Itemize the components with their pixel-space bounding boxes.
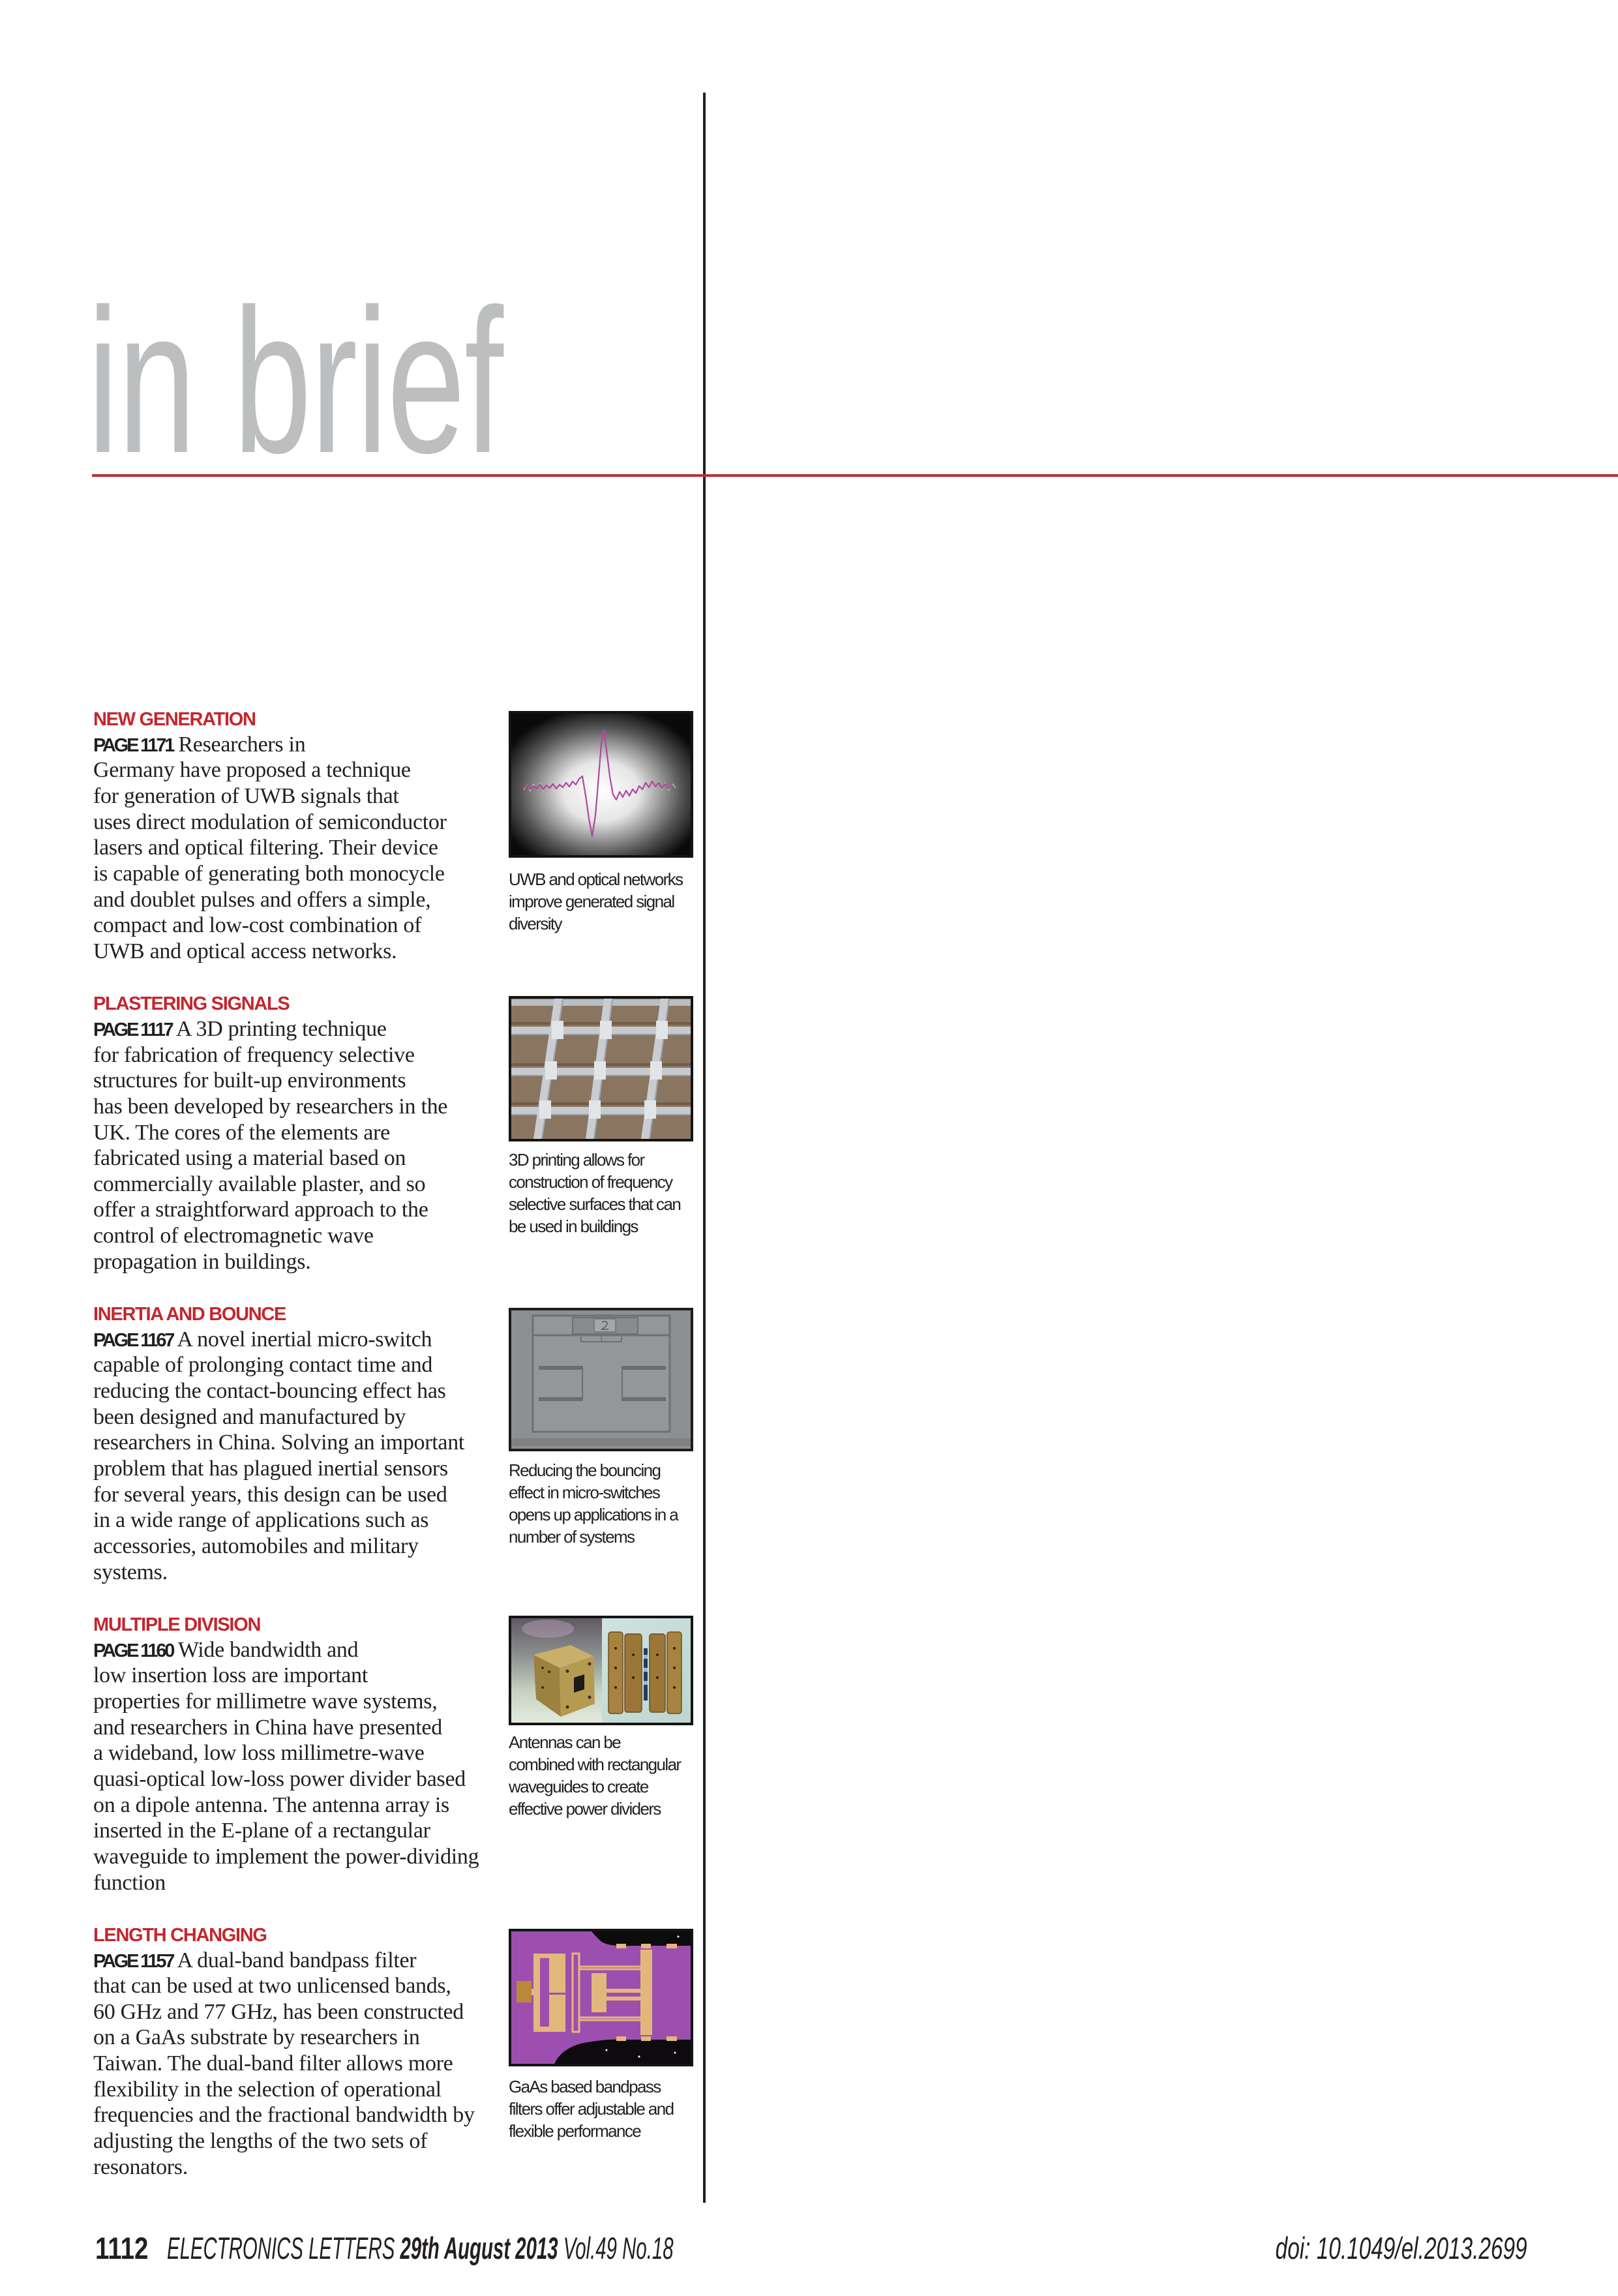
body-text: quasi-optical low-loss power divider based: [93, 1766, 466, 1791]
body-text: on a GaAs substrate by researchers in: [93, 2025, 420, 2050]
micro-switch-photo: [509, 1308, 693, 1451]
body-text: control of electromagnetic wave: [93, 1224, 374, 1248]
body-text: frequencies and the fractional bandwidth by: [93, 2103, 475, 2128]
body-line: [93, 809, 498, 836]
figure-caption: [509, 2076, 704, 2142]
footer-issue-date: 29th August 2013: [400, 2231, 558, 2265]
body-line: [93, 783, 498, 809]
body-line: [93, 1637, 498, 1663]
caption-line: selective surfaces that can: [509, 1194, 681, 1214]
body-text: compact and low-cost combination of: [93, 913, 422, 938]
figure-caption: [509, 868, 704, 935]
article-3: [93, 1301, 498, 1585]
body-text: low insertion loss are important: [93, 1663, 368, 1688]
body-line: [93, 1870, 498, 1896]
caption-line: improve generated signal: [509, 892, 674, 911]
caption-line: Reducing the bouncing: [509, 1460, 661, 1480]
body-line: [93, 757, 498, 783]
body-line: [93, 732, 498, 758]
uwb-pulse-waveform-photo: [509, 711, 693, 858]
body-text: researchers in China. Solving an important: [93, 1430, 465, 1455]
body-line: [93, 887, 498, 913]
caption-line: construction of frequency: [509, 1172, 672, 1192]
body-text: lasers and optical filtering. Their device: [93, 836, 438, 860]
footer-volume: Vol.49 No.18: [563, 2231, 674, 2265]
body-text: Researchers in: [178, 732, 306, 757]
article-heading-row: [93, 1922, 498, 1948]
caption-line: waveguides to create: [509, 1777, 648, 1796]
body-line: [93, 1197, 498, 1223]
article-1: [93, 706, 498, 965]
body-text: UK. The cores of the elements are: [93, 1120, 390, 1145]
section-title: in brief: [87, 266, 503, 496]
body-text: is capable of generating both monocycle: [93, 861, 445, 886]
caption-line: 3D printing allows for: [509, 1150, 644, 1170]
article-heading: NEW GENERATION: [93, 709, 256, 730]
body-line: [93, 1094, 498, 1120]
caption-line: flexible performance: [509, 2121, 641, 2141]
column-divider-rule: [703, 93, 706, 2203]
body-line: [93, 2102, 498, 2128]
body-line: [93, 1404, 498, 1430]
body-text: that can be used at two unlicensed bands,: [93, 1974, 451, 1999]
page-reference: PAGE 1157: [93, 1950, 173, 1972]
caption-line: Antennas can be: [509, 1732, 621, 1752]
article-2: [93, 990, 498, 1275]
body-line: [93, 835, 498, 861]
body-line: [93, 2025, 498, 2051]
page-reference: PAGE 1171: [93, 734, 173, 756]
caption-line: be used in buildings: [509, 1216, 638, 1236]
body-text: structures for built-up environments: [93, 1068, 406, 1093]
body-line: [93, 1482, 498, 1508]
body-text: and doublet pulses and offers a simple,: [93, 887, 431, 912]
body-text: has been developed by researchers in the: [93, 1094, 448, 1119]
body-line: [93, 1068, 498, 1094]
body-text: resonators.: [93, 2154, 188, 2179]
article-heading-row: [93, 1301, 498, 1327]
article-heading: PLASTERING SIGNALS: [93, 993, 290, 1015]
page-reference: PAGE 1160: [93, 1640, 173, 1661]
caption-line: UWB and optical networks: [509, 869, 683, 889]
body-line: [93, 1456, 498, 1482]
body-line: [93, 1689, 498, 1715]
body-text: fabricated using a material based on: [93, 1146, 406, 1171]
body-text: and researchers in China have presented: [93, 1715, 442, 1740]
body-line: [93, 1249, 498, 1275]
article-heading: MULTIPLE DIVISION: [93, 1614, 261, 1635]
body-text: properties for millimetre wave systems,: [93, 1689, 438, 1714]
body-line: [93, 2077, 498, 2103]
body-text: Wide bandwidth and: [177, 1637, 359, 1662]
body-line: [93, 2128, 498, 2154]
body-line: [93, 913, 498, 939]
body-text: for generation of UWB signals that: [93, 783, 399, 808]
body-line: [93, 1507, 498, 1533]
caption-line: GaAs based bandpass: [509, 2077, 661, 2096]
caption-line: opens up applications in a: [509, 1505, 678, 1524]
article-heading-row: [93, 1611, 498, 1637]
footer-doi: doi: 10.1049/el.2013.2699: [1276, 2231, 1527, 2265]
page-reference: PAGE 1167: [93, 1329, 173, 1351]
body-line: [93, 939, 498, 965]
body-text: adjusting the lengths of the two sets of: [93, 2129, 428, 2154]
body-text: A 3D printing technique: [175, 1016, 387, 1041]
footer-journal-name: ELECTRONICS LETTERS: [167, 2231, 395, 2265]
caption-line: diversity: [509, 914, 562, 933]
figure-caption: [509, 1731, 704, 1820]
body-line: [93, 1715, 498, 1741]
body-text: systems.: [93, 1560, 168, 1584]
articles-column: [93, 706, 498, 2206]
waveguide-divider-photo: [509, 1616, 693, 1725]
body-line: [93, 1223, 498, 1249]
body-text: been designed and manufactured by: [93, 1404, 406, 1429]
body-text: waveguide to implement the power-dividing: [93, 1844, 479, 1869]
printed-lattice-photo: [509, 996, 693, 1141]
caption-line: number of systems: [509, 1527, 635, 1547]
body-line: [93, 2051, 498, 2077]
body-text: commercially available plaster, and so: [93, 1171, 426, 1196]
page-reference: PAGE 1117: [93, 1019, 172, 1040]
body-line: [93, 2154, 498, 2181]
body-text: UWB and optical access networks.: [93, 939, 397, 963]
body-line: [93, 1145, 498, 1171]
body-text: Germany have proposed a technique: [93, 758, 411, 783]
body-line: [93, 1352, 498, 1378]
body-line: [93, 1792, 498, 1819]
body-line: [93, 1948, 498, 1974]
caption-line: effect in micro-switches: [509, 1483, 660, 1502]
body-text: in a wide range of applications such as: [93, 1508, 429, 1533]
body-line: [93, 1560, 498, 1586]
body-text: for several years, this design can be used: [93, 1482, 447, 1507]
body-text: flexibility in the selection of operational: [93, 2077, 442, 2102]
body-text: propagation in buildings.: [93, 1249, 311, 1274]
article-4: [93, 1611, 498, 1896]
body-line: [93, 1973, 498, 1999]
body-line: [93, 1327, 498, 1353]
body-line: [93, 1818, 498, 1844]
body-text: accessories, automobiles and military: [93, 1534, 419, 1558]
article-heading: LENGTH CHANGING: [93, 1924, 267, 1946]
footer-journal-info: [167, 2233, 674, 2263]
caption-line: effective power dividers: [509, 1799, 661, 1819]
body-text: offer a straightforward approach to the: [93, 1198, 428, 1222]
footer-page-number: 1112: [95, 2231, 149, 2265]
article-heading-row: [93, 990, 498, 1016]
body-text: reducing the contact-bouncing effect has: [93, 1379, 446, 1404]
body-line: [93, 1844, 498, 1870]
body-line: [93, 1378, 498, 1404]
body-line: [93, 861, 498, 887]
body-text: on a dipole antenna. The antenna array is: [93, 1792, 449, 1817]
body-line: [93, 1016, 498, 1042]
article-heading-row: [93, 706, 498, 732]
body-text: for fabrication of frequency selective: [93, 1042, 415, 1067]
caption-line: filters offer adjustable and: [509, 2099, 674, 2119]
body-line: [93, 1999, 498, 2025]
body-text: A novel inertial micro-switch: [177, 1327, 432, 1352]
article-heading: INERTIA AND BOUNCE: [93, 1304, 286, 1325]
figure-caption: [509, 1459, 704, 1548]
figure-caption: [509, 1149, 704, 1237]
body-line: [93, 1171, 498, 1198]
article-5: [93, 1922, 498, 2181]
body-text: 60 GHz and 77 GHz, has been constructed: [93, 1999, 464, 2024]
gaas-filter-chip-photo: [509, 1929, 693, 2066]
caption-line: combined with rectangular: [509, 1755, 681, 1774]
body-text: inserted in the E-plane of a rectangular: [93, 1819, 430, 1843]
body-text: capable of prolonging contact time and: [93, 1353, 433, 1378]
body-line: [93, 1740, 498, 1766]
body-line: [93, 1533, 498, 1560]
body-text: Taiwan. The dual-band filter allows more: [93, 2051, 453, 2076]
body-text: a wideband, low loss millimetre-wave: [93, 1741, 425, 1766]
body-text: uses direct modulation of semiconductor: [93, 809, 447, 834]
body-line: [93, 1766, 498, 1792]
body-line: [93, 1120, 498, 1146]
body-line: [93, 1430, 498, 1456]
body-text: problem that has plagued inertial sensors: [93, 1457, 448, 1481]
body-line: [93, 1663, 498, 1689]
body-text: A dual-band bandpass filter: [177, 1948, 417, 1972]
body-text: function: [93, 1870, 166, 1895]
body-line: [93, 1042, 498, 1068]
